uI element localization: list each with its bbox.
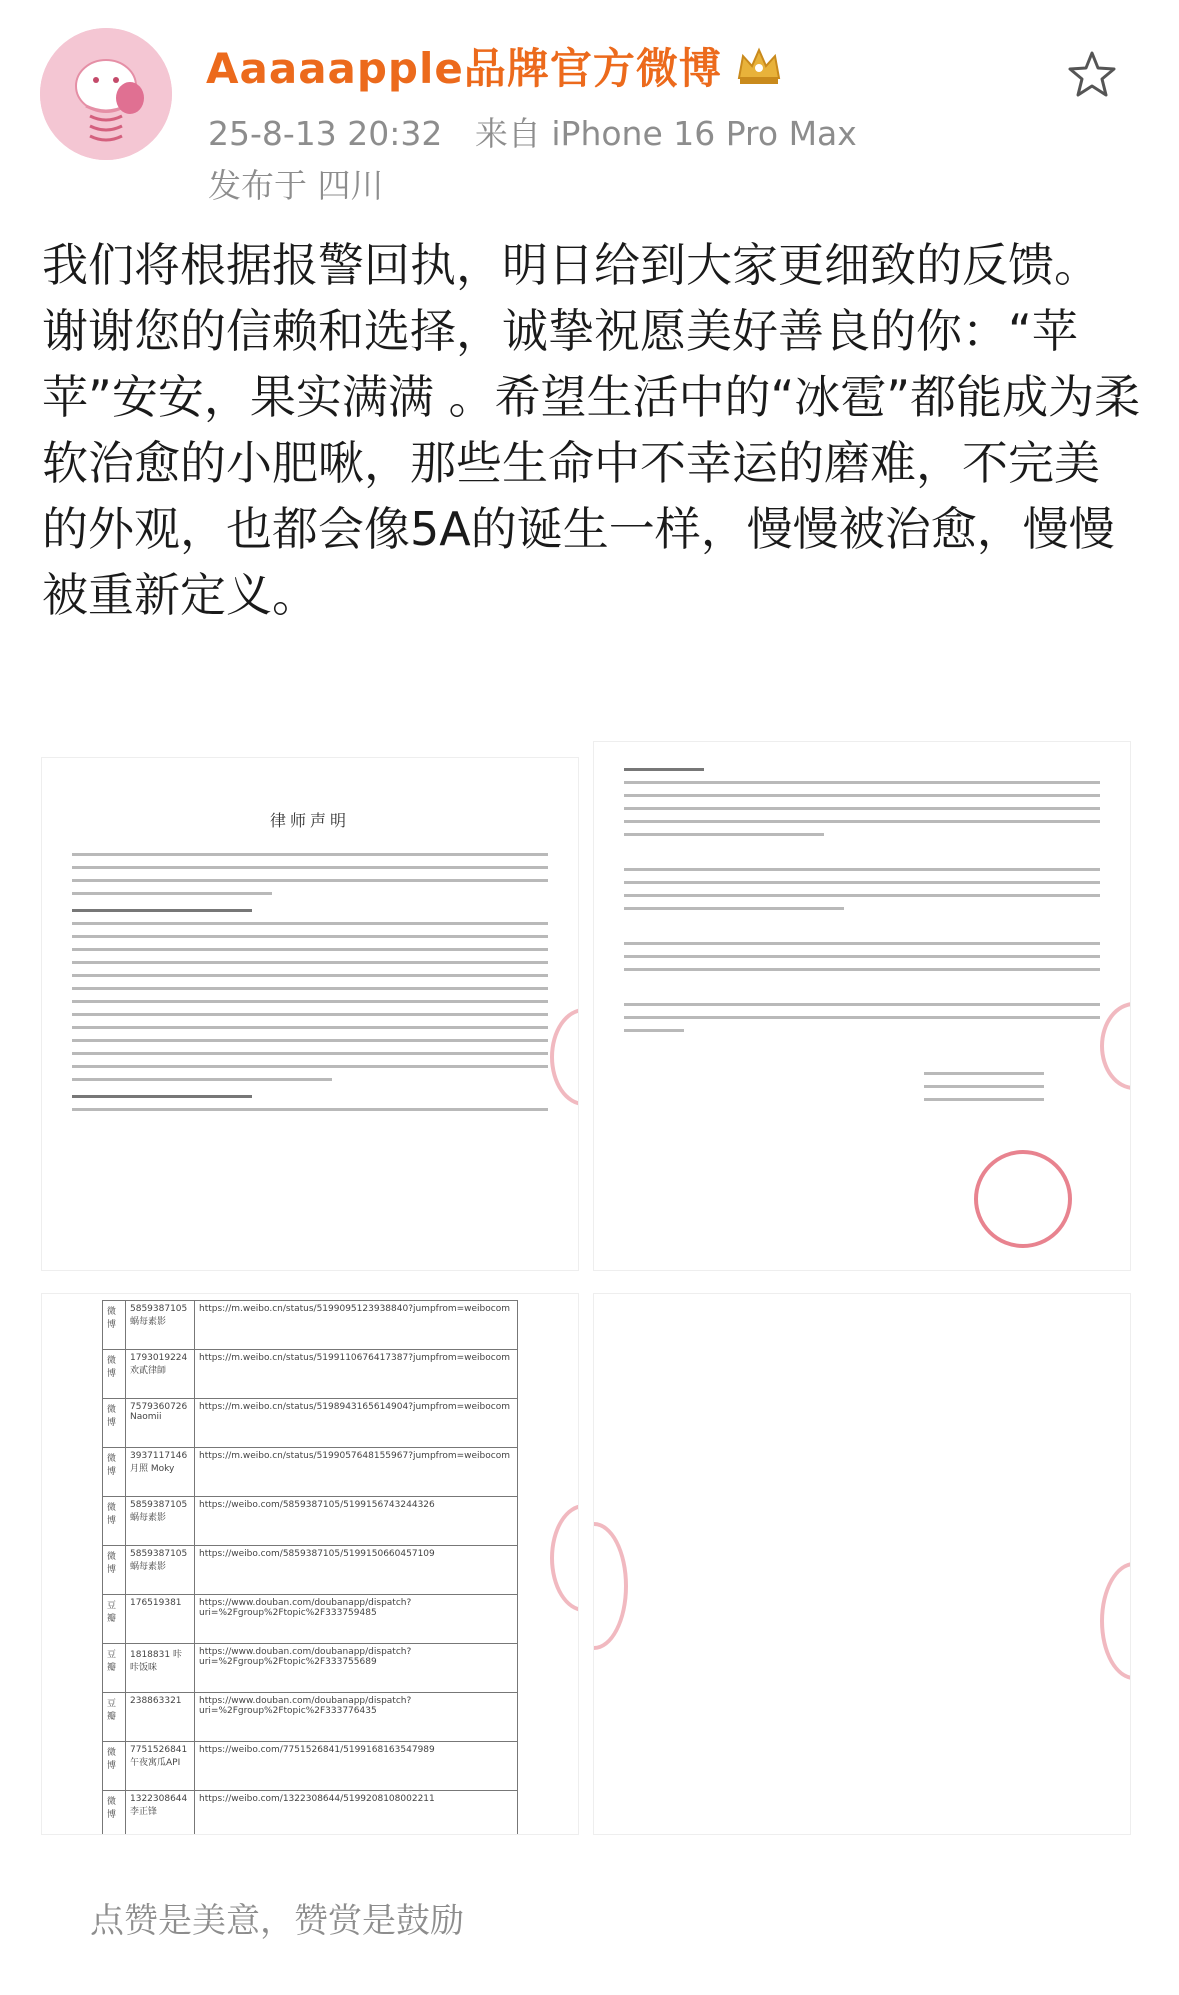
seal-stamp-edge [550,1504,578,1612]
table-cell: 微博 [103,1448,126,1497]
table-row [103,1497,518,1546]
table-cell: 176519381 [126,1595,195,1644]
table-cell: https://m.weibo.cn/status/5199110676417387?jumpfrom=weibocom [195,1350,518,1399]
crown-icon [734,44,784,88]
post-paragraph-1: 我们将根据报警回执，明日给到大家更细致的反馈。 [42,238,1100,292]
favorite-star-icon[interactable] [1065,48,1119,102]
post-content [42,232,1142,628]
table-row [103,1546,518,1595]
table-cell: 7579360726 Naomii [126,1399,195,1448]
table-cell: 微博 [103,1497,126,1546]
seal-stamp [550,1008,578,1106]
table-row [103,1448,518,1497]
username-text[interactable]: Aaaaapple品牌官方微博 [206,44,722,93]
table-cell: https://www.douban.com/doubanapp/dispatch?uri=%2Fgroup%2Ftopic%2F333759485 [195,1595,518,1644]
post-meta [208,108,879,155]
table-row [103,1350,518,1399]
image-lawyer-statement-page2[interactable] [594,742,1130,1270]
image-infringing-links-table[interactable] [42,1294,578,1834]
law-firm-seal [974,1150,1072,1248]
table-cell: 1818831 咔咔饭咪 [126,1644,195,1693]
table-cell: https://m.weibo.cn/status/5199057648155967?jumpfrom=weibocom [195,1448,518,1497]
reward-prompt: 点赞是美意，赞赏是鼓励 [90,1901,464,1941]
table-row [103,1301,518,1350]
table-cell: 238863321 [126,1693,195,1742]
image-lawyer-statement-page1[interactable] [42,758,578,1270]
username[interactable] [206,36,784,96]
table-cell: 5859387105 蜗每素影 [126,1301,195,1350]
post-paragraph-2: 谢谢您的信赖和选择，诚挚祝愿美好善良的你：“苹苹”安安，果实满满 。希望生活中的“冰雹”都能成为柔软治愈的小肥啾，那些生命中不幸运的磨难，不完美的外观，也都会像5A的诞生一样，慢慢被治愈，慢慢被重新定义。 [42,304,1141,622]
image-blank-page[interactable] [594,1294,1130,1834]
seal-stamp-edge [1100,1002,1130,1090]
table-row [103,1399,518,1448]
avatar[interactable] [40,28,172,160]
table-cell: 微博 [103,1301,126,1350]
doc-title: 律师声明 [269,811,350,830]
table-cell: 5859387105 蜗每素影 [126,1546,195,1595]
table-row [103,1742,518,1791]
table-cell: 微博 [103,1791,126,1835]
table-cell: 微博 [103,1399,126,1448]
post-source: 来自 iPhone 16 Pro Max [474,114,857,153]
table-cell: 微博 [103,1546,126,1595]
table-row [103,1595,518,1644]
table-cell: 5859387105 蜗每素影 [126,1497,195,1546]
table-row [103,1644,518,1693]
post-location: 发布于 四川 [208,166,384,205]
table-cell: 3937117146 月照 Moky [126,1448,195,1497]
table-cell: https://m.weibo.cn/status/5199095123938840?jumpfrom=weibocom [195,1301,518,1350]
table-cell: 豆瓣 [103,1644,126,1693]
table-cell: https://weibo.com/5859387105/5199156743244326 [195,1497,518,1546]
table-cell: 1322308644 李正锋 [126,1791,195,1835]
seal-stamp-edge [594,1522,628,1650]
table-cell: 豆瓣 [103,1693,126,1742]
links-table [102,1300,518,1834]
avatar-illustration [40,28,172,160]
table-cell: https://www.douban.com/doubanapp/dispatch?uri=%2Fgroup%2Ftopic%2F333776435 [195,1693,518,1742]
table-cell: https://www.douban.com/doubanapp/dispatch?uri=%2Fgroup%2Ftopic%2F333755689 [195,1644,518,1693]
table-row [103,1791,518,1835]
table-cell: https://m.weibo.cn/status/5198943165614904?jumpfrom=weibocom [195,1399,518,1448]
table-cell: https://weibo.com/1322308644/5199208108002211 [195,1791,518,1835]
post-time: 25-8-13 20:32 [208,114,443,153]
seal-stamp-edge [1100,1562,1130,1680]
table-cell: 微博 [103,1350,126,1399]
table-cell: 1793019224 欢貳律師 [126,1350,195,1399]
links-table-wrap [102,1300,518,1834]
table-row [103,1693,518,1742]
table-cell: https://weibo.com/5859387105/5199150660457109 [195,1546,518,1595]
table-cell: 7751526841 午夜寓瓜API [126,1742,195,1791]
table-cell: https://weibo.com/7751526841/5199168163547989 [195,1742,518,1791]
table-cell: 豆瓣 [103,1595,126,1644]
table-cell: 微博 [103,1742,126,1791]
